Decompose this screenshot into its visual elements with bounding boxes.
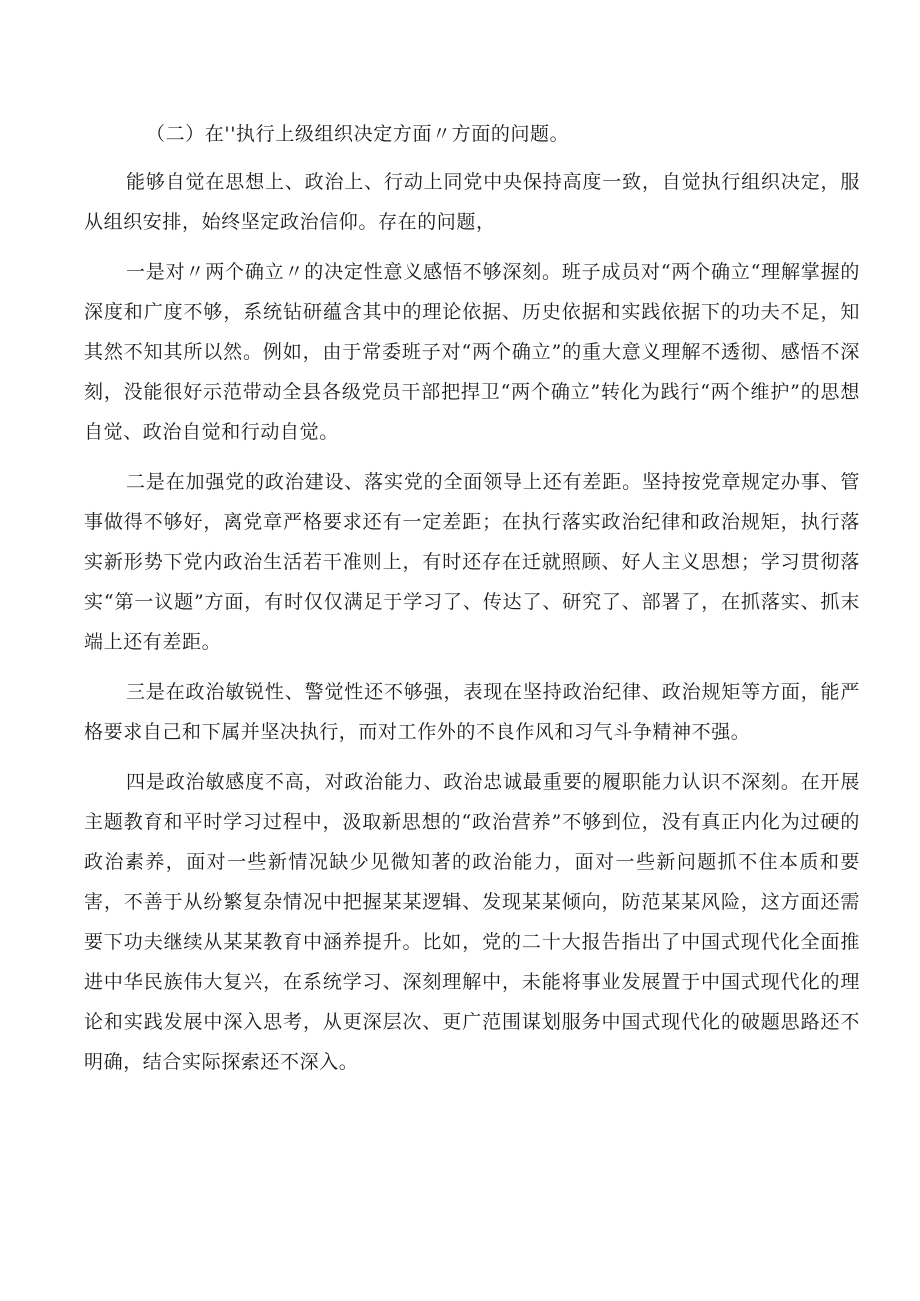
document-body xyxy=(84,114,860,1092)
paragraph-issue-two: 二是在加强党的政治建设、落实党的全面领导上还有差距。坚持按党章规定办事、管事做得不够好，离党章严格要求还有一定差距；在执行落实政治纪律和政治规矩，执行落实新形势下党内政治生活若干准则上，有时还存在迁就照顾、好人主义思想；学习贯彻落实“第一议题”方面，有时仅仅满足于学习了、传达了、研究了、部署了，在抓落实、抓末端上还有差距。 xyxy=(84,471,860,653)
paragraph-intro: 能够自觉在思想上、政治上、行动上同党中央保持高度一致，自觉执行组织决定，服从组织安排，始终坚定政治信仰。存在的问题， xyxy=(84,171,860,233)
paragraph-issue-four: 四是政治敏感度不高，对政治能力、政治忠诚最重要的履职能力认识不深刻。在开展主题教育和平时学习过程中，汲取新思想的“政治营养”不够到位，没有真正内化为过硬的政治素养，面对一些新情况缺少见微知著的政治能力，面对一些新问题抓不住本质和要害，不善于从纷繁复杂情况中把握某某逻辑、发现某某倾向，防范某某风险，这方面还需要下功夫继续从某某教育中涵养提升。比如，党的二十大报告指出了中国式现代化全面推进中华民族伟大复兴，在系统学习、深刻理解中，未能将事业发展置于中国式现代化的理论和实践发展中深入思考，从更深层次、更广范围谋划服务中国式现代化的破题思路还不明确，结合实际探索还不深入。 xyxy=(84,771,860,1073)
paragraph-issue-one: 一是对〃两个确立〃的决定性意义感悟不够深刻。班子成员对“两个确立“理解掌握的深度和广度不够，系统钻研蕴含其中的理论依据、历史依据和实践依据下的功夫不足，知其然不知其所以然。例如，由于常委班子对“两个确立”的重大意义理解不透彻、感悟不深刻，没能很好示范带动全县各级党员干部把捍卫“两个确立”转化为践行“两个维护”的思想自觉、政治自觉和行动自觉。 xyxy=(84,261,860,443)
paragraph-issue-three: 三是在政治敏锐性、警觉性还不够强，表现在坚持政治纪律、政治规矩等方面，能严格要求自己和下属并坚决执行，而对工作外的不良作风和习气斗争精神不强。 xyxy=(84,681,860,743)
section-heading: （二）在''执行上级组织决定方面〃方面的问题。 xyxy=(146,123,570,145)
